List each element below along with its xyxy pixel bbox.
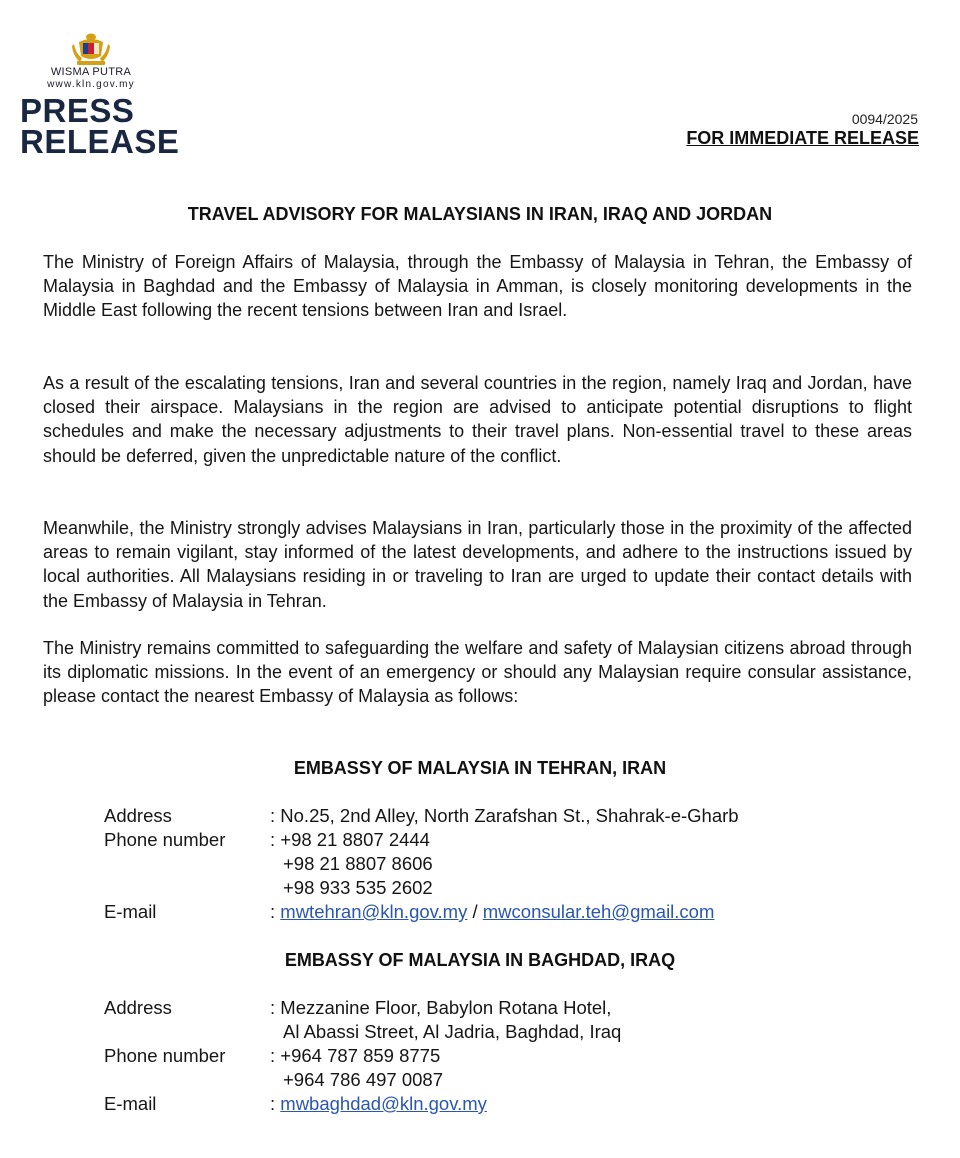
baghdad-phone-row: Phone number : +964 787 859 8775 (104, 1044, 440, 1068)
address-label: Address (104, 805, 172, 826)
malaysia-coat-of-arms-icon (71, 32, 111, 66)
baghdad-email-link[interactable]: mwbaghdad@kln.gov.my (280, 1093, 487, 1114)
address-label: Address (104, 997, 172, 1018)
org-url: www.kln.gov.my (47, 79, 135, 90)
org-name: WISMA PUTRA (50, 66, 132, 78)
tehran-phone-1: +98 21 8807 2444 (280, 829, 430, 850)
release-type: FOR IMMEDIATE RELEASE (686, 128, 919, 148)
document-title: TRAVEL ADVISORY FOR MALAYSIANS IN IRAN, IRAQ AND JORDAN (187, 204, 773, 224)
phone-label: Phone number (104, 1045, 226, 1066)
embassy-heading-tehran: EMBASSY OF MALAYSIA IN TEHRAN, IRAN (293, 758, 667, 778)
baghdad-address-1: Mezzanine Floor, Babylon Rotana Hotel, (280, 997, 612, 1018)
baghdad-address-row: Address : Mezzanine Floor, Babylon Rotana Hotel, (104, 996, 611, 1020)
baghdad-address-2: Al Abassi Street, Al Jadria, Baghdad, Iraq (283, 1021, 622, 1042)
paragraph-2: As a result of the escalating tensions, Iran and several countries in the region, namely Iraq and Jordan, have closed their airspace. Malaysians in the region are advised to anticipate potential disruptions to flight schedules and make the necessary adjustments to their travel plans. Non-essential travel to these areas should be deferred, given the unpredictable nature of the conflict. (43, 373, 912, 466)
baghdad-phone-2: +964 786 497 0087 (283, 1069, 443, 1090)
tehran-phone-3: +98 933 535 2602 (283, 877, 433, 898)
phone-label: Phone number (104, 829, 226, 850)
paragraph-3: Meanwhile, the Ministry strongly advises Malaysians in Iran, particularly those in the proximity of the affected areas to remain vigilant, stay informed of the latest developments, and adhere to the instructions issued by local authorities. All Malaysians residing in or traveling to Iran are urged to update their contact details with the Embassy of Malaysia in Tehran. (43, 518, 912, 611)
baghdad-phone-1: +964 787 859 8775 (280, 1045, 441, 1066)
baghdad-address-row-2 (104, 1020, 621, 1044)
tehran-email-link-2[interactable]: mwconsular.teh@gmail.com (482, 901, 715, 922)
tehran-email-link-1[interactable]: mwtehran@kln.gov.my (280, 901, 468, 922)
baghdad-email-row: E-mail : mwbaghdad@kln.gov.my (104, 1092, 487, 1116)
press-word: PRESS (20, 92, 135, 129)
paragraph-4: The Ministry remains committed to safeguarding the welfare and safety of Malaysian citizens abroad through its diplomatic missions. In the event of an emergency or should any Malaysian require consular assistance, please contact the nearest Embassy of Malaysia as follows: (43, 638, 912, 707)
press-release-wordmark (20, 92, 180, 160)
tehran-address: No.25, 2nd Alley, North Zarafshan St., Shahrak-e-Gharb (280, 805, 739, 826)
tehran-phone-2: +98 21 8807 8606 (283, 853, 433, 874)
tehran-email-row: E-mail : mwtehran@kln.gov.my / mwconsular.teh@gmail.com (104, 900, 714, 924)
tehran-address-row: Address : No.25, 2nd Alley, North Zarafshan St., Shahrak-e-Gharb (104, 804, 739, 828)
email-label: E-mail (104, 1093, 157, 1114)
baghdad-phone-row-2 (104, 1068, 443, 1092)
tehran-phone-row-3 (104, 876, 433, 900)
reference-number: 0094/2025 (851, 111, 918, 127)
tehran-phone-row: Phone number : +98 21 8807 2444 (104, 828, 430, 852)
tehran-phone-row-2 (104, 852, 433, 876)
paragraph-1: The Ministry of Foreign Affairs of Malaysia, through the Embassy of Malaysia in Tehran, the Embassy of Malaysia in Baghdad and the Embassy of Malaysia in Amman, is closely monitoring developments in the Middle East following the recent tensions between Iran and Israel. (43, 252, 912, 321)
release-word: RELEASE (20, 123, 180, 160)
embassy-heading-baghdad: EMBASSY OF MALAYSIA IN BAGHDAD, IRAQ (284, 950, 676, 970)
wisma-putra-logo (20, 32, 162, 91)
email-label: E-mail (104, 901, 157, 922)
